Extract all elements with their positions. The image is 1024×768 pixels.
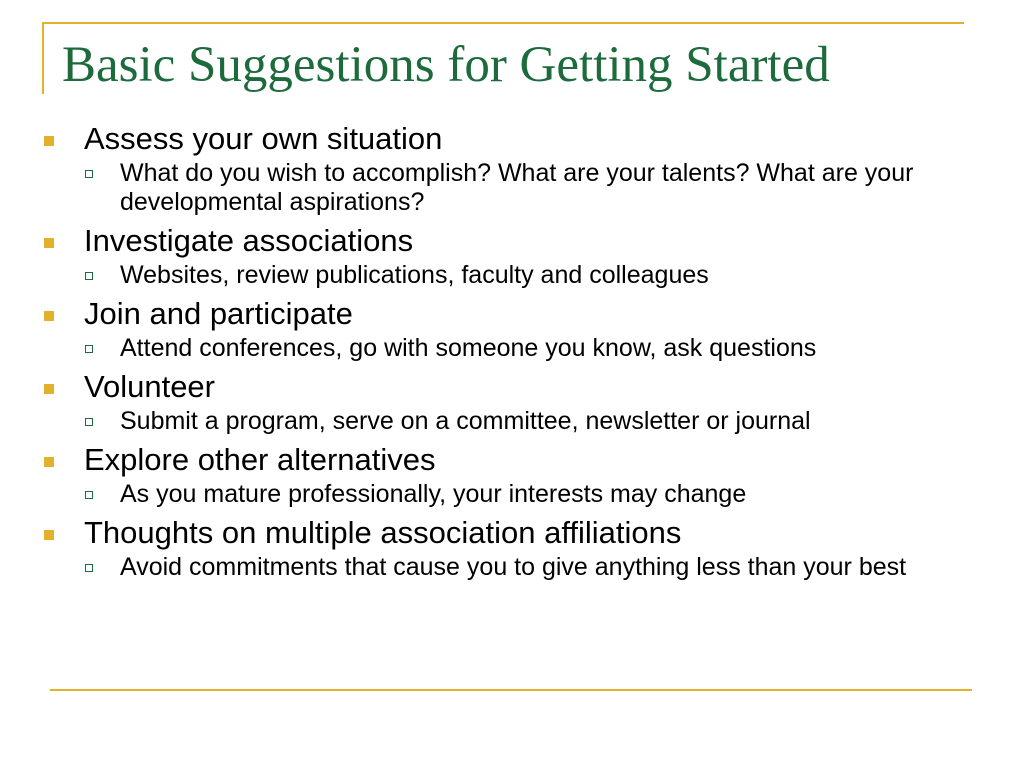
slide-title: Basic Suggestions for Getting Started [62, 37, 830, 93]
bullet-text: Thoughts on multiple association affiliations [84, 515, 682, 550]
square-bullet-icon [44, 384, 54, 394]
sub-bullet-text: Avoid commitments that cause you to give anything less than your best [120, 553, 907, 581]
bullet-level2 [44, 261, 1004, 290]
bullet-list [44, 121, 1004, 588]
sub-bullet-text: Websites, review publications, faculty and colleagues [120, 261, 709, 289]
sub-bullet-text: Attend conferences, go with someone you know, ask questions [120, 334, 817, 362]
square-bullet-icon [44, 311, 54, 321]
bullet-text: Join and participate [84, 296, 353, 331]
bullet-item-explore [44, 442, 1004, 509]
bullet-text: Explore other alternatives [84, 442, 436, 477]
bullet-level1 [44, 121, 1004, 157]
bullet-level1 [44, 369, 1004, 405]
hollow-square-bullet-icon [85, 272, 93, 280]
bullet-text: Volunteer [84, 369, 215, 404]
frame-bottom-rule [50, 689, 972, 691]
bullet-level2 [44, 407, 1004, 436]
bullet-level2 [44, 480, 1004, 509]
bullet-level1 [44, 296, 1004, 332]
frame-left-rule [42, 22, 44, 94]
bullet-level1 [44, 442, 1004, 478]
bullet-level2 [44, 159, 1004, 217]
bullet-item-assess [44, 121, 1004, 217]
bullet-item-volunteer [44, 369, 1004, 436]
sub-bullet-text: Submit a program, serve on a committee, newsletter or journal [120, 407, 811, 435]
bullet-item-thoughts [44, 515, 1004, 582]
hollow-square-bullet-icon [85, 491, 93, 499]
hollow-square-bullet-icon [85, 170, 93, 178]
bullet-level1 [44, 515, 1004, 551]
sub-bullet-text: As you mature professionally, your interests may change [120, 480, 747, 508]
bullet-level2 [44, 334, 1004, 363]
bullet-item-investigate [44, 223, 1004, 290]
square-bullet-icon [44, 457, 54, 467]
hollow-square-bullet-icon [85, 564, 93, 572]
bullet-text: Investigate associations [84, 223, 414, 258]
bullet-level2 [44, 553, 1004, 582]
square-bullet-icon [44, 136, 54, 146]
square-bullet-icon [44, 238, 54, 248]
bullet-item-join [44, 296, 1004, 363]
hollow-square-bullet-icon [85, 345, 93, 353]
bullet-text: Assess your own situation [84, 121, 443, 156]
square-bullet-icon [44, 530, 54, 540]
sub-bullet-text: What do you wish to accomplish? What are your talents? What are your developmental aspirations? [120, 159, 914, 216]
hollow-square-bullet-icon [85, 418, 93, 426]
frame-top-rule [42, 22, 964, 24]
bullet-level1 [44, 223, 1004, 259]
